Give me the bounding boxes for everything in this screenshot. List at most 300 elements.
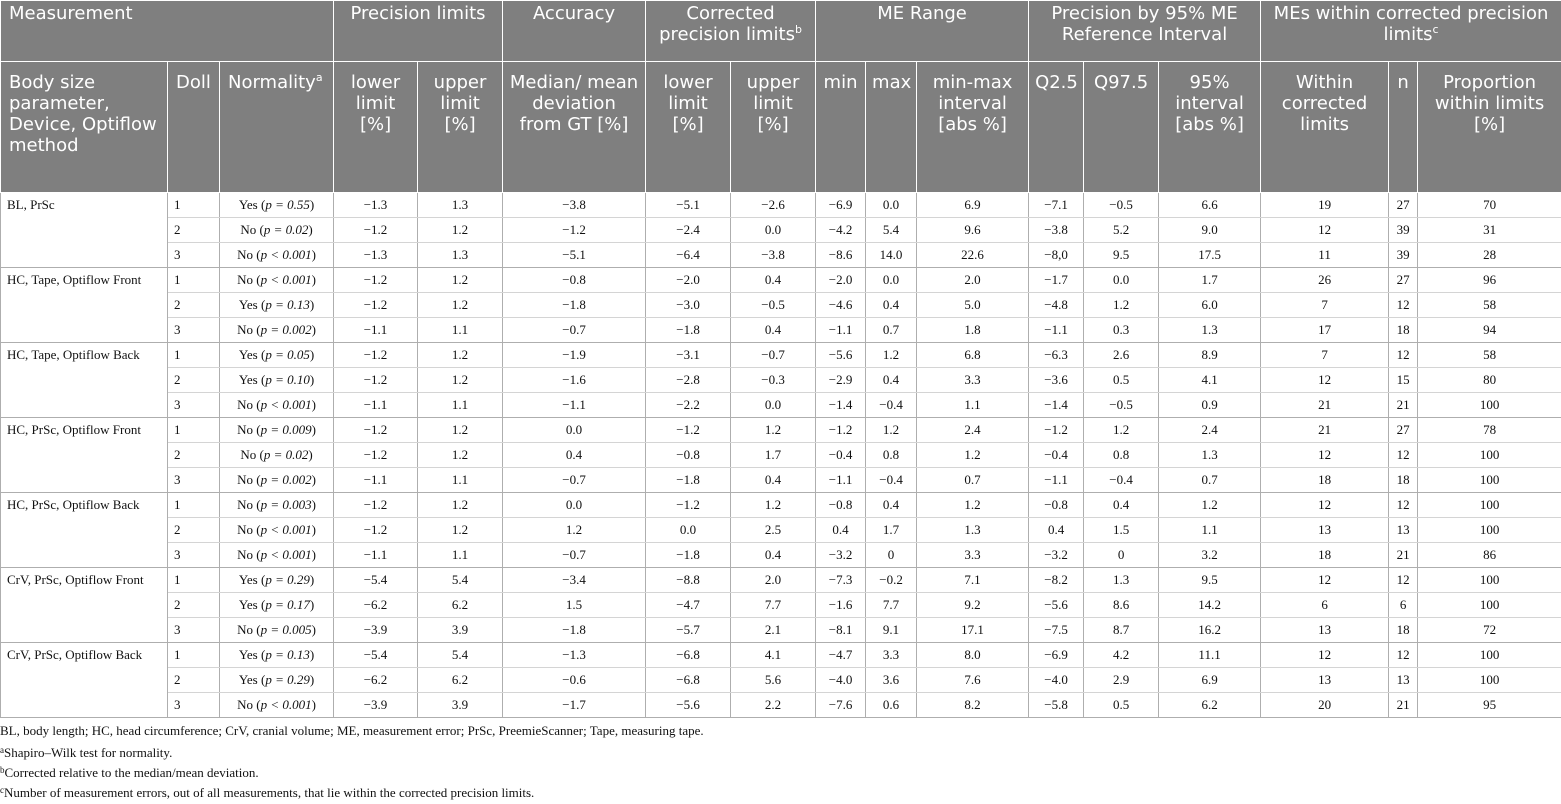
cell-q97-5: 9.5	[1084, 243, 1159, 268]
cell-corrected-lower: −6.8	[646, 643, 731, 668]
cell-max: 9.1	[866, 618, 917, 643]
cell-proportion: 100	[1418, 568, 1561, 593]
cell-min-max-interval: 9.2	[917, 593, 1029, 618]
cell-n: 12	[1389, 568, 1418, 593]
cell-doll: 2	[168, 443, 220, 468]
cell-max: 5.4	[866, 218, 917, 243]
cell-measurement: HC, Tape, Optiflow Front	[1, 268, 168, 343]
cell-lower-limit: −1.3	[334, 193, 418, 218]
cell-upper-limit: 5.4	[418, 643, 503, 668]
cell-min-max-interval: 22.6	[917, 243, 1029, 268]
cell-n: 12	[1389, 343, 1418, 368]
cell-corrected-upper: −3.8	[731, 243, 816, 268]
cell-upper-limit: 1.2	[418, 518, 503, 543]
cell-normality: Yes (p = 0.10)	[220, 368, 334, 393]
cell-upper-limit: 1.2	[418, 493, 503, 518]
cell-median-mean: −1.8	[503, 293, 646, 318]
table-row	[1, 693, 1561, 718]
cell-min: −2.9	[816, 368, 866, 393]
normality-result: Yes	[239, 297, 258, 312]
cell-measurement: BL, PrSc	[1, 193, 168, 268]
cell-median-mean: 0.0	[503, 418, 646, 443]
cell-within-corrected: 21	[1261, 418, 1389, 443]
cell-upper-limit: 1.2	[418, 343, 503, 368]
table-row	[1, 343, 1561, 368]
cell-95-interval: 11.1	[1159, 643, 1261, 668]
cell-corrected-upper: 0.4	[731, 543, 816, 568]
cell-corrected-lower: −2.8	[646, 368, 731, 393]
cell-min: −0.4	[816, 443, 866, 468]
cell-normality: Yes (p = 0.17)	[220, 593, 334, 618]
cell-doll: 2	[168, 518, 220, 543]
cell-max: 0.7	[866, 318, 917, 343]
cell-q2-5: −0.4	[1029, 443, 1084, 468]
cell-median-mean: −1.6	[503, 368, 646, 393]
cell-within-corrected: 17	[1261, 318, 1389, 343]
header-q97-5: Q97.5	[1084, 62, 1159, 193]
cell-within-corrected: 7	[1261, 343, 1389, 368]
cell-min-max-interval: 1.2	[917, 443, 1029, 468]
table-row	[1, 568, 1561, 593]
cell-doll: 2	[168, 293, 220, 318]
cell-corrected-upper: 0.4	[731, 468, 816, 493]
cell-q97-5: 2.6	[1084, 343, 1159, 368]
cell-upper-limit: 1.2	[418, 218, 503, 243]
cell-n: 13	[1389, 518, 1418, 543]
cell-q2-5: −3.8	[1029, 218, 1084, 243]
normality-p-value: p = 0.29	[265, 572, 310, 587]
cell-upper-limit: 5.4	[418, 568, 503, 593]
cell-doll: 3	[168, 243, 220, 268]
cell-n: 15	[1389, 368, 1418, 393]
cell-normality: No (p < 0.001)	[220, 268, 334, 293]
cell-95-interval: 6.9	[1159, 668, 1261, 693]
cell-proportion: 96	[1418, 268, 1561, 293]
normality-result: No	[240, 447, 256, 462]
cell-within-corrected: 12	[1261, 643, 1389, 668]
table-row	[1, 193, 1561, 218]
header-upper-limit: upper limit [%]	[418, 62, 503, 193]
normality-result: No	[237, 697, 253, 712]
normality-p-value: p < 0.001	[261, 522, 312, 537]
cell-normality: No (p < 0.001)	[220, 693, 334, 718]
header-mes-within: MEs within corrected precision limits$^c$	[1261, 1, 1561, 62]
cell-normality: No (p = 0.02)	[220, 218, 334, 243]
cell-proportion: 100	[1418, 393, 1561, 418]
cell-corrected-upper: 1.2	[731, 493, 816, 518]
table-row	[1, 493, 1561, 518]
cell-corrected-upper: 2.5	[731, 518, 816, 543]
normality-p-value: p = 0.13	[265, 297, 310, 312]
cell-n: 6	[1389, 593, 1418, 618]
cell-proportion: 70	[1418, 193, 1561, 218]
cell-normality: No (p = 0.002)	[220, 468, 334, 493]
cell-95-interval: 9.5	[1159, 568, 1261, 593]
cell-min-max-interval: 1.3	[917, 518, 1029, 543]
cell-q97-5: −0.4	[1084, 468, 1159, 493]
normality-result: No	[237, 322, 253, 337]
cell-corrected-upper: 0.0	[731, 393, 816, 418]
cell-q97-5: −0.5	[1084, 393, 1159, 418]
cell-min: −4.0	[816, 668, 866, 693]
cell-lower-limit: −1.1	[334, 468, 418, 493]
cell-95-interval: 17.5	[1159, 243, 1261, 268]
cell-corrected-upper: 1.2	[731, 418, 816, 443]
cell-corrected-upper: −0.7	[731, 343, 816, 368]
normality-p-value: p = 0.003	[261, 497, 312, 512]
cell-corrected-lower: −5.7	[646, 618, 731, 643]
cell-lower-limit: −1.2	[334, 293, 418, 318]
normality-result: No	[237, 497, 253, 512]
cell-q97-5: 2.9	[1084, 668, 1159, 693]
table-row	[1, 668, 1561, 693]
cell-normality: Yes (p = 0.29)	[220, 668, 334, 693]
header-normality: Normality$^a$	[220, 62, 334, 193]
header-corrected-upper: upper limit [%]	[731, 62, 816, 193]
normality-result: No	[237, 547, 253, 562]
normality-result: No	[240, 222, 256, 237]
cell-doll: 1	[168, 268, 220, 293]
cell-min: −1.1	[816, 318, 866, 343]
cell-lower-limit: −3.9	[334, 693, 418, 718]
cell-q2-5: −1.1	[1029, 318, 1084, 343]
cell-lower-limit: −1.1	[334, 393, 418, 418]
normality-result: No	[237, 247, 253, 262]
cell-upper-limit: 6.2	[418, 593, 503, 618]
cell-corrected-upper: 0.4	[731, 318, 816, 343]
cell-corrected-lower: −1.8	[646, 543, 731, 568]
cell-q97-5: 1.3	[1084, 568, 1159, 593]
cell-median-mean: −1.2	[503, 218, 646, 243]
cell-lower-limit: −1.2	[334, 443, 418, 468]
footnotes	[0, 722, 1540, 804]
header-95-interval: 95% interval [abs %]	[1159, 62, 1261, 193]
cell-max: 3.6	[866, 668, 917, 693]
cell-proportion: 72	[1418, 618, 1561, 643]
normality-p-value: p < 0.001	[261, 272, 312, 287]
header-max: max	[866, 62, 917, 193]
cell-min-max-interval: 9.6	[917, 218, 1029, 243]
cell-proportion: 58	[1418, 293, 1561, 318]
table-row	[1, 243, 1561, 268]
cell-proportion: 28	[1418, 243, 1561, 268]
cell-max: 0.4	[866, 493, 917, 518]
sub-header-row	[1, 62, 1561, 193]
cell-upper-limit: 1.3	[418, 243, 503, 268]
cell-min-max-interval: 6.9	[917, 193, 1029, 218]
table-row	[1, 468, 1561, 493]
table-row	[1, 393, 1561, 418]
cell-upper-limit: 1.2	[418, 268, 503, 293]
cell-corrected-upper: 2.0	[731, 568, 816, 593]
cell-normality: Yes (p = 0.55)	[220, 193, 334, 218]
cell-min: −4.7	[816, 643, 866, 668]
cell-normality: Yes (p = 0.05)	[220, 343, 334, 368]
cell-min-max-interval: 0.7	[917, 468, 1029, 493]
table-row	[1, 368, 1561, 393]
cell-q97-5: −0.5	[1084, 193, 1159, 218]
cell-min-max-interval: 5.0	[917, 293, 1029, 318]
cell-corrected-lower: −1.8	[646, 468, 731, 493]
cell-q2-5: −0.8	[1029, 493, 1084, 518]
cell-proportion: 31	[1418, 218, 1561, 243]
cell-measurement: HC, PrSc, Optiflow Front	[1, 418, 168, 493]
cell-q2-5: −1.4	[1029, 393, 1084, 418]
cell-n: 12	[1389, 643, 1418, 668]
cell-q97-5: 4.2	[1084, 643, 1159, 668]
cell-normality: No (p = 0.003)	[220, 493, 334, 518]
cell-q2-5: −4.0	[1029, 668, 1084, 693]
cell-within-corrected: 19	[1261, 193, 1389, 218]
cell-corrected-upper: 2.1	[731, 618, 816, 643]
cell-n: 12	[1389, 443, 1418, 468]
cell-min: −8.6	[816, 243, 866, 268]
cell-q97-5: 8.7	[1084, 618, 1159, 643]
cell-lower-limit: −5.4	[334, 643, 418, 668]
cell-95-interval: 1.3	[1159, 443, 1261, 468]
cell-95-interval: 0.9	[1159, 393, 1261, 418]
table-row	[1, 643, 1561, 668]
cell-corrected-lower: −3.1	[646, 343, 731, 368]
footnote-a: $^a$Shapiro–Wilk test for normality.	[0, 744, 1540, 764]
cell-measurement: HC, Tape, Optiflow Back	[1, 343, 168, 418]
cell-min-max-interval: 7.1	[917, 568, 1029, 593]
normality-p-value: p = 0.009	[261, 422, 312, 437]
cell-min: −7.6	[816, 693, 866, 718]
header-lower-limit: lower limit [%]	[334, 62, 418, 193]
cell-lower-limit: −5.4	[334, 568, 418, 593]
cell-median-mean: 1.5	[503, 593, 646, 618]
header-proportion: Proportion within limits [%]	[1418, 62, 1561, 193]
cell-95-interval: 6.2	[1159, 693, 1261, 718]
cell-95-interval: 3.2	[1159, 543, 1261, 568]
cell-95-interval: 8.9	[1159, 343, 1261, 368]
cell-min-max-interval: 8.0	[917, 643, 1029, 668]
cell-q2-5: −3.6	[1029, 368, 1084, 393]
table-row	[1, 268, 1561, 293]
cell-min-max-interval: 1.2	[917, 493, 1029, 518]
cell-n: 13	[1389, 668, 1418, 693]
cell-q97-5: 0	[1084, 543, 1159, 568]
header-corrected-lower: lower limit [%]	[646, 62, 731, 193]
cell-q2-5: −8,0	[1029, 243, 1084, 268]
cell-corrected-upper: −0.3	[731, 368, 816, 393]
cell-95-interval: 4.1	[1159, 368, 1261, 393]
cell-proportion: 86	[1418, 543, 1561, 568]
cell-doll: 1	[168, 418, 220, 443]
cell-q2-5: −3.2	[1029, 543, 1084, 568]
cell-95-interval: 1.3	[1159, 318, 1261, 343]
cell-n: 18	[1389, 618, 1418, 643]
cell-max: −0.4	[866, 393, 917, 418]
cell-n: 39	[1389, 243, 1418, 268]
cell-corrected-upper: 5.6	[731, 668, 816, 693]
cell-n: 39	[1389, 218, 1418, 243]
cell-upper-limit: 1.1	[418, 468, 503, 493]
cell-within-corrected: 12	[1261, 493, 1389, 518]
cell-lower-limit: −1.2	[334, 418, 418, 443]
normality-result: Yes	[239, 597, 258, 612]
normality-p-value: p < 0.001	[261, 397, 312, 412]
normality-p-value: p = 0.13	[265, 647, 310, 662]
cell-min-max-interval: 7.6	[917, 668, 1029, 693]
cell-q2-5: −1.2	[1029, 418, 1084, 443]
cell-n: 18	[1389, 318, 1418, 343]
normality-result: Yes	[239, 197, 258, 212]
cell-proportion: 94	[1418, 318, 1561, 343]
footnote-abbreviations: BL, body length; HC, head circumference; CrV, cranial volume; ME, measurement error; PrSc, PreemieScanner; Tape, measuring tape.	[0, 722, 1540, 742]
cell-lower-limit: −3.9	[334, 618, 418, 643]
cell-lower-limit: −6.2	[334, 593, 418, 618]
cell-q97-5: 8.6	[1084, 593, 1159, 618]
cell-measurement: CrV, PrSc, Optiflow Front	[1, 568, 168, 643]
footnote-c: $^c$Number of measurement errors, out of all measurements, that lie within the corrected precision limits.	[0, 784, 1540, 804]
cell-median-mean: −1.7	[503, 693, 646, 718]
cell-corrected-upper: 0.4	[731, 268, 816, 293]
cell-upper-limit: 1.2	[418, 443, 503, 468]
cell-normality: Yes (p = 0.13)	[220, 293, 334, 318]
cell-q2-5: −5.6	[1029, 593, 1084, 618]
cell-max: −0.2	[866, 568, 917, 593]
cell-upper-limit: 1.3	[418, 193, 503, 218]
normality-p-value: p = 0.002	[261, 472, 312, 487]
cell-q97-5: 1.5	[1084, 518, 1159, 543]
cell-corrected-lower: −1.2	[646, 418, 731, 443]
cell-corrected-lower: −2.0	[646, 268, 731, 293]
cell-lower-limit: −6.2	[334, 668, 418, 693]
header-me-range: ME Range	[816, 1, 1029, 62]
cell-within-corrected: 6	[1261, 593, 1389, 618]
cell-q2-5: −1.7	[1029, 268, 1084, 293]
cell-measurement: CrV, PrSc, Optiflow Back	[1, 643, 168, 718]
table-row	[1, 618, 1561, 643]
table-row	[1, 318, 1561, 343]
cell-min-max-interval: 6.8	[917, 343, 1029, 368]
header-body-param: Body size parameter, Device, Optiflow method	[1, 62, 168, 193]
cell-corrected-upper: 2.2	[731, 693, 816, 718]
cell-upper-limit: 1.1	[418, 393, 503, 418]
cell-max: 1.2	[866, 343, 917, 368]
cell-corrected-lower: −6.4	[646, 243, 731, 268]
normality-p-value: p = 0.55	[265, 197, 310, 212]
cell-within-corrected: 20	[1261, 693, 1389, 718]
cell-min-max-interval: 8.2	[917, 693, 1029, 718]
header-median-mean: Median/ mean deviation from GT [%]	[503, 62, 646, 193]
cell-min: 0.4	[816, 518, 866, 543]
cell-n: 18	[1389, 468, 1418, 493]
normality-p-value: p = 0.002	[261, 322, 312, 337]
cell-q2-5: −6.3	[1029, 343, 1084, 368]
normality-p-value: p = 0.10	[265, 372, 310, 387]
cell-measurement: HC, PrSc, Optiflow Back	[1, 493, 168, 568]
cell-n: 21	[1389, 543, 1418, 568]
normality-p-value: p < 0.001	[261, 547, 312, 562]
table-row	[1, 418, 1561, 443]
cell-max: 0	[866, 543, 917, 568]
cell-n: 21	[1389, 693, 1418, 718]
cell-95-interval: 14.2	[1159, 593, 1261, 618]
cell-doll: 2	[168, 593, 220, 618]
cell-normality: No (p < 0.001)	[220, 543, 334, 568]
cell-q2-5: −7.5	[1029, 618, 1084, 643]
normality-result: No	[237, 472, 253, 487]
cell-proportion: 78	[1418, 418, 1561, 443]
header-doll: Doll	[168, 62, 220, 193]
cell-within-corrected: 13	[1261, 618, 1389, 643]
cell-median-mean: 1.2	[503, 518, 646, 543]
cell-95-interval: 6.0	[1159, 293, 1261, 318]
cell-corrected-upper: −2.6	[731, 193, 816, 218]
cell-q2-5: −8.2	[1029, 568, 1084, 593]
cell-max: 1.2	[866, 418, 917, 443]
cell-within-corrected: 26	[1261, 268, 1389, 293]
header-n: n	[1389, 62, 1418, 193]
cell-min: −7.3	[816, 568, 866, 593]
cell-doll: 3	[168, 468, 220, 493]
cell-corrected-lower: −8.8	[646, 568, 731, 593]
cell-n: 27	[1389, 268, 1418, 293]
cell-min: −0.8	[816, 493, 866, 518]
cell-corrected-lower: −5.6	[646, 693, 731, 718]
cell-doll: 3	[168, 318, 220, 343]
table-body	[1, 193, 1561, 718]
cell-q2-5: 0.4	[1029, 518, 1084, 543]
cell-upper-limit: 1.2	[418, 368, 503, 393]
cell-q2-5: −1.1	[1029, 468, 1084, 493]
cell-min-max-interval: 3.3	[917, 368, 1029, 393]
cell-within-corrected: 13	[1261, 518, 1389, 543]
cell-median-mean: −1.3	[503, 643, 646, 668]
cell-upper-limit: 6.2	[418, 668, 503, 693]
cell-corrected-lower: −6.8	[646, 668, 731, 693]
cell-min-max-interval: 2.4	[917, 418, 1029, 443]
cell-min: −1.1	[816, 468, 866, 493]
cell-q2-5: −6.9	[1029, 643, 1084, 668]
cell-median-mean: 0.4	[503, 443, 646, 468]
cell-corrected-lower: −1.8	[646, 318, 731, 343]
cell-normality: No (p < 0.001)	[220, 243, 334, 268]
cell-normality: Yes (p = 0.13)	[220, 643, 334, 668]
cell-median-mean: −0.7	[503, 318, 646, 343]
cell-within-corrected: 12	[1261, 218, 1389, 243]
cell-q97-5: 0.5	[1084, 368, 1159, 393]
cell-corrected-lower: −1.2	[646, 493, 731, 518]
cell-max: 0.6	[866, 693, 917, 718]
cell-max: 14.0	[866, 243, 917, 268]
cell-lower-limit: −1.2	[334, 268, 418, 293]
header-measurement: Measurement	[1, 1, 334, 62]
cell-normality: Yes (p = 0.29)	[220, 568, 334, 593]
cell-max: 1.7	[866, 518, 917, 543]
cell-proportion: 80	[1418, 368, 1561, 393]
normality-result: Yes	[239, 372, 258, 387]
cell-upper-limit: 1.1	[418, 543, 503, 568]
cell-normality: No (p = 0.005)	[220, 618, 334, 643]
cell-within-corrected: 18	[1261, 468, 1389, 493]
cell-normality: No (p < 0.001)	[220, 393, 334, 418]
cell-doll: 2	[168, 668, 220, 693]
normality-p-value: p = 0.29	[265, 672, 310, 687]
cell-corrected-lower: −2.2	[646, 393, 731, 418]
cell-95-interval: 9.0	[1159, 218, 1261, 243]
cell-min: −3.2	[816, 543, 866, 568]
cell-lower-limit: −1.2	[334, 218, 418, 243]
cell-min: −8.1	[816, 618, 866, 643]
cell-q97-5: 0.0	[1084, 268, 1159, 293]
cell-upper-limit: 1.2	[418, 418, 503, 443]
table-row	[1, 543, 1561, 568]
cell-q97-5: 0.8	[1084, 443, 1159, 468]
